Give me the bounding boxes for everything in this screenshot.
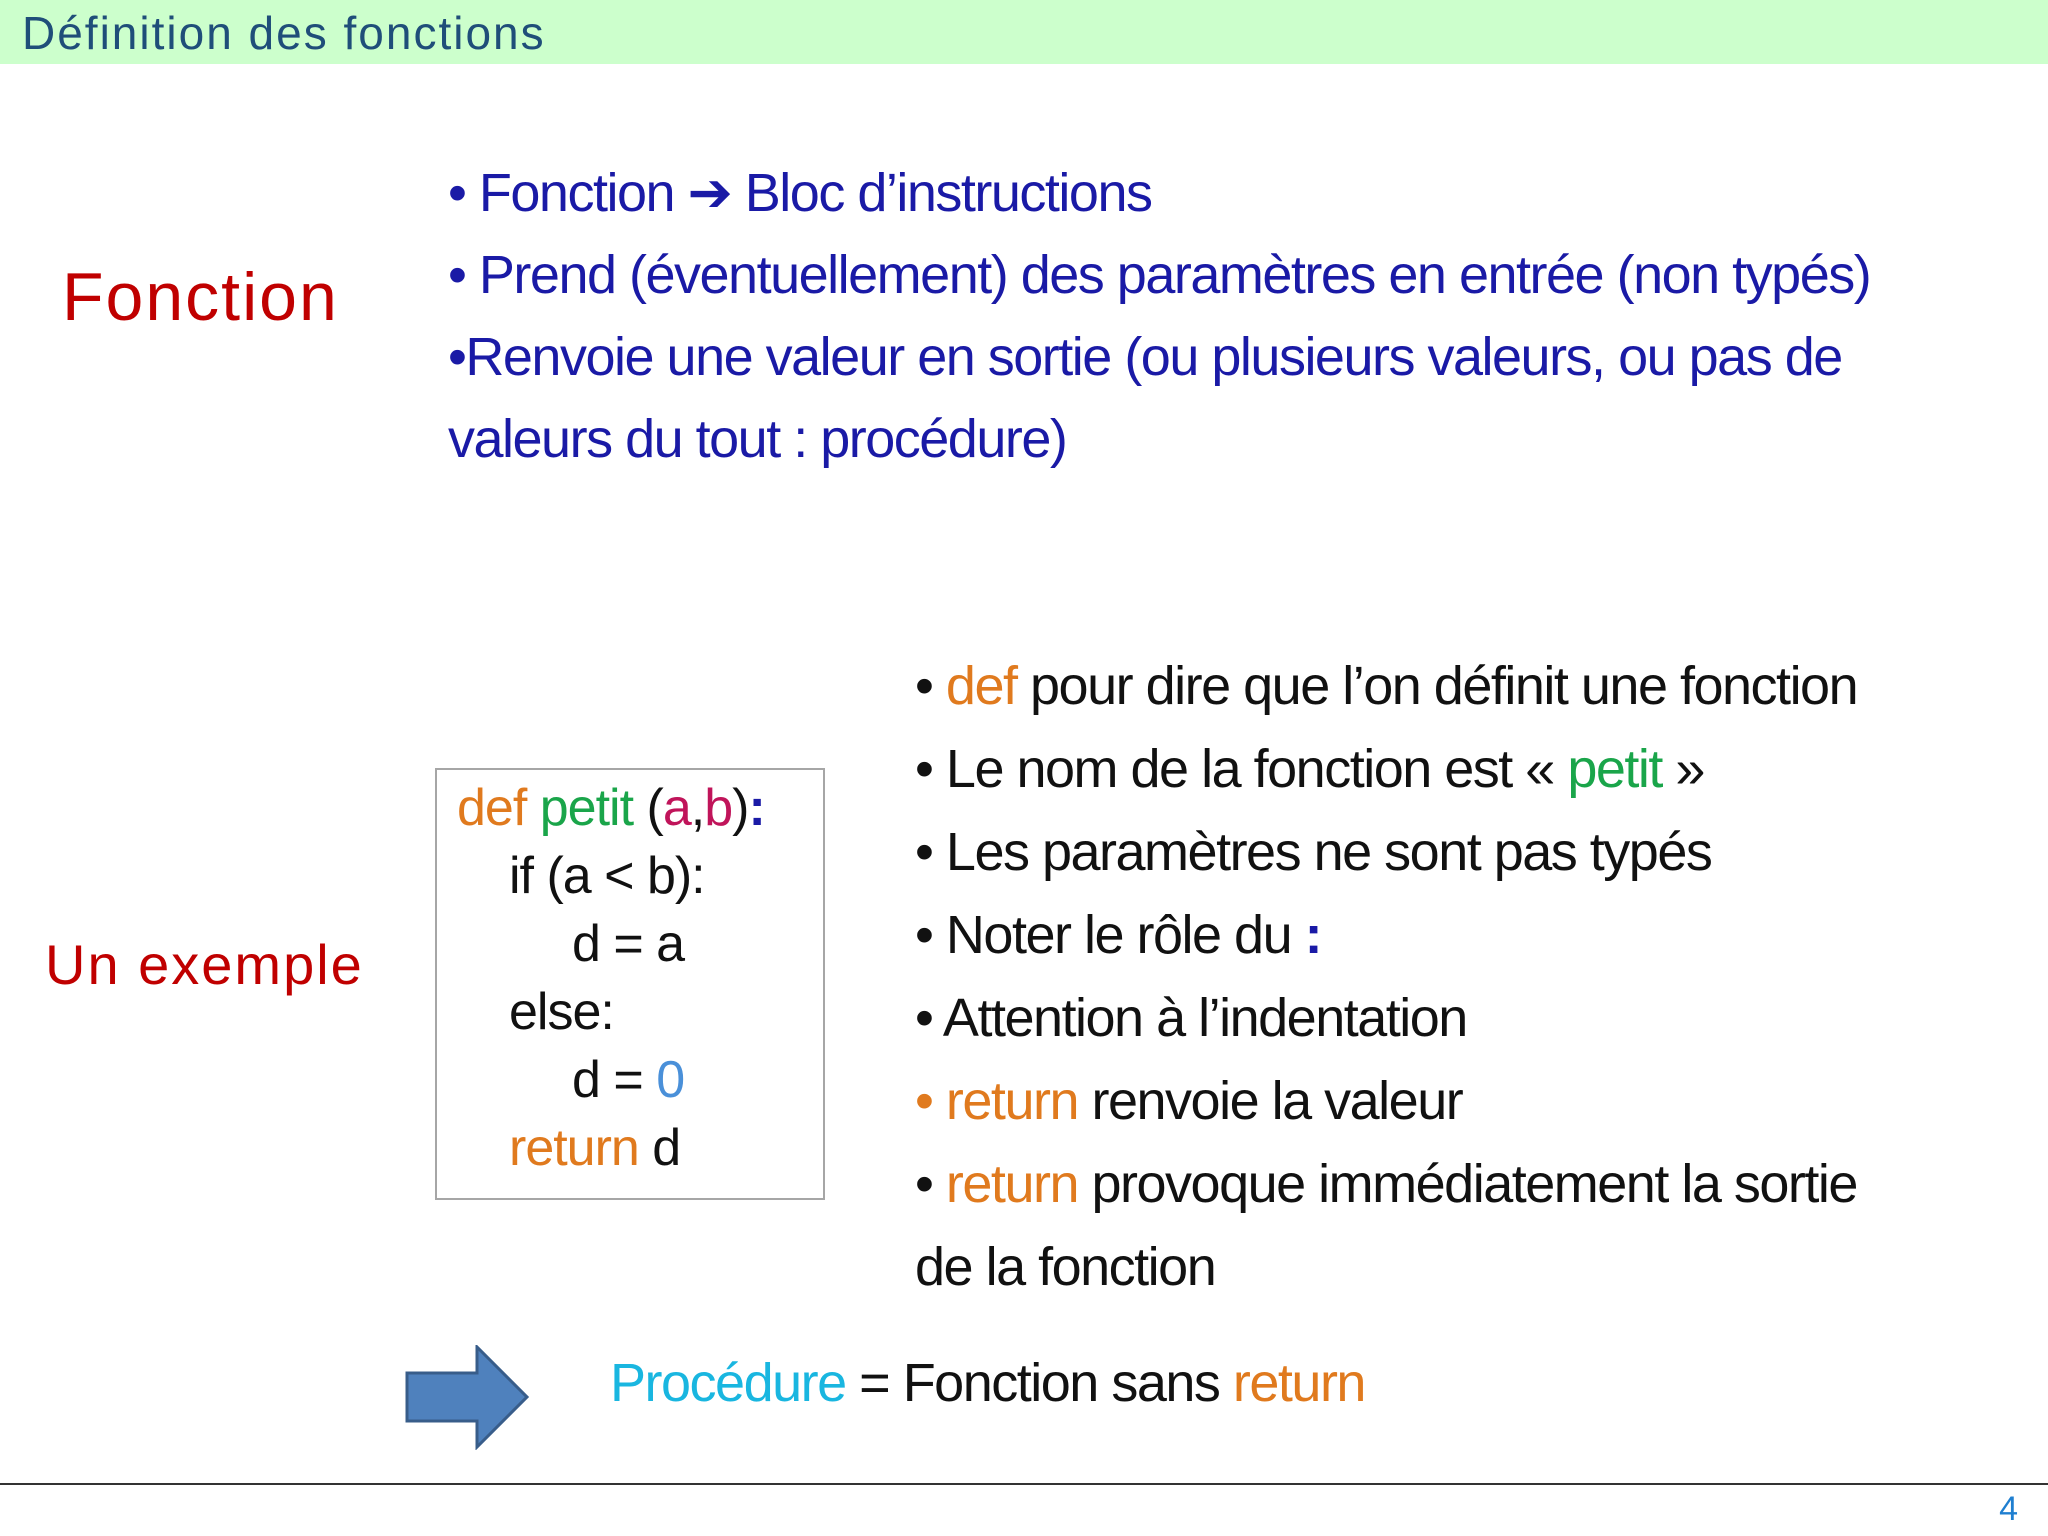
bullet-item-continuation [448,398,2008,480]
bullet-text: renvoie la valeur [1078,1071,1463,1131]
section-label-fonction: Fonction [62,259,339,335]
bullet-text: • [915,1154,946,1214]
function-name: petit [1567,739,1662,799]
bullet-text: • Noter le rôle du [915,905,1305,965]
bullet-item-continuation [915,1226,2025,1309]
bullet-text: •Renvoie une valeur en sortie (ou plusieurs valeurs, ou pas de [448,327,1842,387]
keyword-def: def [945,656,1017,716]
code-text: d = [572,1051,657,1109]
bullet-item [915,1060,2025,1143]
code-example-box [435,768,825,1200]
code-line-def [457,778,765,838]
procedure-text: = Fonction sans [845,1353,1233,1413]
bullet-item [915,1143,2025,1226]
code-colon: : [748,779,765,837]
bullet-text: de la fonction [915,1237,1216,1297]
code-number: 0 [656,1051,685,1109]
slide-title: Définition des fonctions [22,7,546,59]
bullet-text: • Attention à l’indentation [915,988,1467,1048]
code-line-else: else: [509,983,614,1041]
code-paren-open: ( [633,779,663,837]
explanation-bullet-list [915,645,2025,1309]
bullet-text: • Fonction [448,163,688,223]
code-line-assign-a: d = a [572,915,685,973]
title-bar [0,0,2048,64]
code-text: d [638,1119,681,1177]
bullet-text: valeurs du tout : procédure) [448,409,1067,469]
bullet-text: provoque immédiatement la sortie [1078,1154,1857,1214]
definition-bullet-list [448,152,2008,480]
bullet-text: • Les paramètres ne sont pas typés [915,822,1712,882]
bullet-marker: • [915,1071,946,1131]
bullet-item [915,645,2025,728]
bullet-text: • Prend (éventuellement) des paramètres en entrée (non typés) [448,245,1871,305]
bullet-item [915,728,2025,811]
keyword-def: def [457,779,527,837]
section-label-exemple: Un exemple [45,933,364,996]
page-number: 4 [1999,1490,2018,1528]
code-line-assign-zero [572,1050,684,1110]
code-comma: , [690,779,705,837]
code-line-if: if (a < b): [509,847,705,905]
keyword-return: return [1232,1353,1365,1413]
procedure-definition [610,1352,1365,1414]
code-paren-close: ) [732,779,749,837]
keyword-return: return [945,1154,1078,1214]
procedure-word: Procédure [610,1353,846,1413]
bullet-item [915,811,2025,894]
keyword-return: return [509,1119,639,1177]
bullet-item [448,152,2008,234]
bullet-text: Bloc d’instructions [731,163,1152,223]
bullet-text: • Le nom de la fonction est « [915,739,1568,799]
bullet-text: • [915,656,946,716]
param-a: a [662,779,691,837]
bullet-item [448,234,2008,316]
footer-divider [0,1483,2048,1485]
code-line-return [509,1118,680,1178]
bullet-text: pour dire que l’on définit une fonction [1016,656,1858,716]
param-b: b [704,779,733,837]
bullet-item [448,316,2008,398]
code-colon: : [1304,905,1322,965]
bullet-item [915,977,2025,1060]
right-arrow-icon: ➔ [687,163,732,223]
function-name: petit [539,779,634,837]
bullet-text: » [1661,739,1704,799]
right-arrow-icon [405,1345,530,1450]
keyword-return: return [945,1071,1078,1131]
bullet-item [915,894,2025,977]
